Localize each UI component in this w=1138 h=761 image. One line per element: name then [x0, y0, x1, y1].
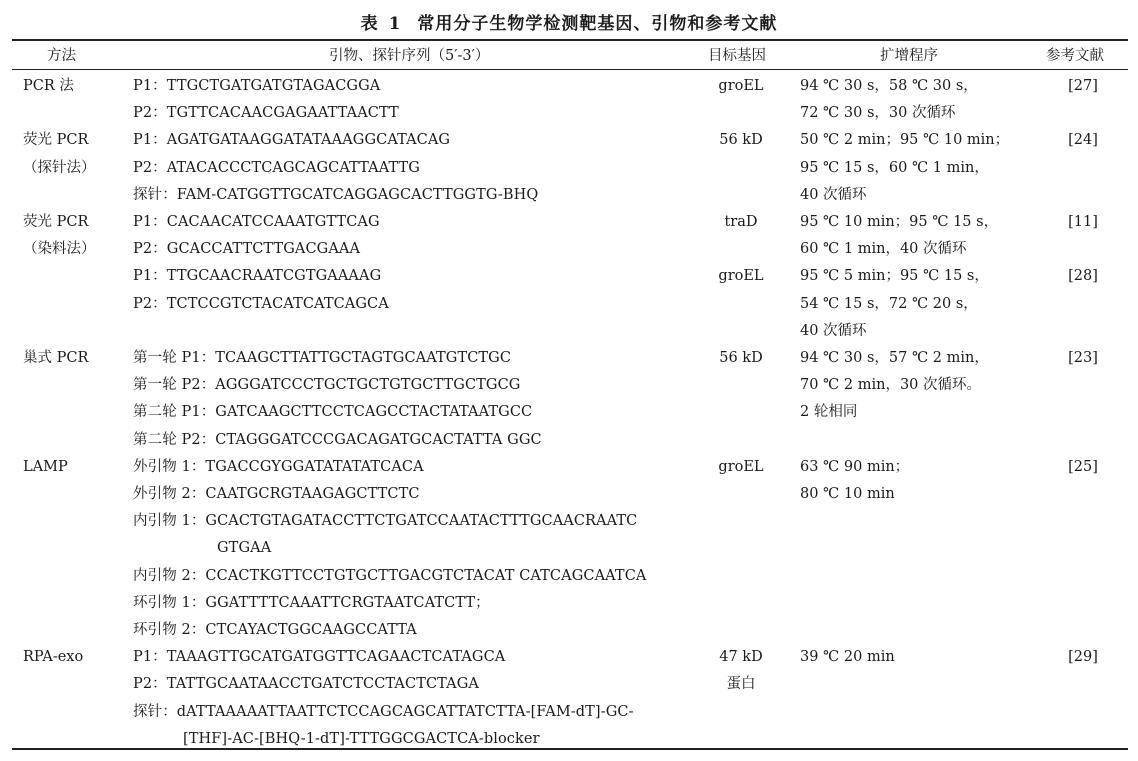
- table-row: [0, 567, 1138, 594]
- caption-number: 1: [388, 14, 402, 34]
- table-row: [0, 730, 1138, 757]
- amplification-cell: 40 次循环: [800, 322, 867, 339]
- table-row: [0, 77, 1138, 104]
- amplification-cell: 94 ℃ 30 s，57 ℃ 2 min，: [800, 350, 989, 366]
- amplification-cell: 95 ℃ 10 min；95 ℃ 15 s，: [800, 214, 999, 230]
- gene-cell: 47 kD: [719, 649, 763, 666]
- reference-cell: [23]: [1068, 350, 1098, 366]
- reference-cell: [28]: [1068, 268, 1098, 285]
- amplification-cell: 40 次循环: [800, 186, 867, 203]
- primer-cell: P1：AGATGATAAGGATATAAAGGCATACAG: [133, 132, 451, 149]
- reference-cell: [25]: [1068, 458, 1098, 475]
- primer-cell: P1：CACAACATCCAAATGTTCAG: [133, 214, 380, 230]
- reference-cell: [27]: [1068, 78, 1098, 94]
- primer-cell: 外引物 1：TGACCGYGGATATATATCACA: [133, 458, 424, 475]
- method-cell: LAMP: [23, 458, 68, 475]
- gene-cell: 56 kD: [719, 350, 763, 366]
- table-row: [0, 186, 1138, 213]
- table-row: [0, 349, 1138, 376]
- table-row: [0, 621, 1138, 648]
- gene-cell: 蛋白: [726, 676, 756, 693]
- amplification-cell: 80 ℃ 10 min: [800, 486, 895, 502]
- amplification-cell: 50 ℃ 2 min；95 ℃ 10 min；: [800, 132, 1010, 149]
- gene-cell: groEL: [718, 78, 764, 94]
- primer-cell: 内引物 1：GCACTGTAGATACCTTCTGATCCAATACTTTGCAACRAATC: [133, 513, 638, 530]
- primer-cell: P1：TAAAGTTGCATGATGGTTCAGAACTCATAGCA: [133, 649, 506, 666]
- table-caption: [0, 9, 1138, 34]
- table-top-rule: [12, 39, 1128, 41]
- table-row: [0, 104, 1138, 131]
- primer-cell: P2：TATTGCAATAACCTGATCTCCTACTCTAGA: [133, 676, 479, 693]
- header-amplification: 扩增程序: [880, 48, 938, 64]
- amplification-cell: 94 ℃ 30 s，58 ℃ 30 s，: [800, 78, 978, 94]
- primer-cell: 第二轮 P2：CTAGGGATCCCGACAGATGCACTATTA GGC: [133, 431, 542, 448]
- table-row: [0, 594, 1138, 621]
- amplification-cell: 2 轮相同: [800, 404, 858, 421]
- table-row: [0, 376, 1138, 403]
- method-cell: RPA-exo: [23, 649, 84, 666]
- caption-title: 常用分子生物学检测靶基因、引物和参考文献: [417, 14, 778, 34]
- primer-cell: P2：GCACCATTCTTGACGAAA: [133, 241, 361, 258]
- primer-cell: 第一轮 P1：TCAAGCTTATTGCTAGTGCAATGTCTGC: [133, 350, 512, 366]
- primer-cell: GTGAA: [217, 540, 272, 557]
- amplification-cell: 95 ℃ 15 s，60 ℃ 1 min，: [800, 159, 989, 176]
- reference-cell: [29]: [1068, 649, 1098, 666]
- primer-cell: P2：ATACACCCTCAGCAGCATTAATTG: [133, 159, 420, 176]
- header-method: 方法: [47, 48, 76, 64]
- amplification-cell: 95 ℃ 5 min；95 ℃ 15 s，: [800, 268, 989, 285]
- primer-cell: 第一轮 P2：AGGGATCCCTGCTGCTGTGCTTGCTGCG: [133, 377, 521, 394]
- primer-cell: 外引物 2：CAATGCRGTAAGAGCTTCTC: [133, 486, 420, 502]
- header-ref: 参考文献: [1046, 48, 1104, 64]
- table-row: [0, 131, 1138, 158]
- method-cell: 荧光 PCR: [23, 214, 89, 230]
- amplification-cell: 70 ℃ 2 min，30 次循环。: [800, 377, 982, 394]
- primer-cell: [THF]-AC-[BHQ-1-dT]-TTTGGCGACTCA-blocker: [183, 730, 540, 747]
- header-primers: 引物、探针序列（5′-3′）: [329, 48, 490, 64]
- caption-label: 表: [360, 14, 379, 34]
- reference-cell: [24]: [1068, 132, 1098, 149]
- primer-cell: 探针：FAM-CATGGTTGCATCAGGAGCACTTGGTG-BHQ: [133, 186, 539, 203]
- table-row: [0, 213, 1138, 240]
- table-row: [0, 295, 1138, 322]
- gene-cell: groEL: [718, 458, 764, 475]
- method-cell: PCR 法: [23, 78, 74, 94]
- method-cell: （染料法）: [23, 241, 96, 258]
- table-row: [0, 648, 1138, 675]
- gene-cell: groEL: [718, 268, 764, 285]
- primer-cell: 第二轮 P1：GATCAAGCTTCCTCAGCCTACTATAATGCC: [133, 404, 533, 421]
- header-gene: 目标基因: [708, 48, 766, 64]
- table-row: [0, 159, 1138, 186]
- table-header-rule: [12, 69, 1128, 70]
- method-cell: （探针法）: [23, 159, 96, 176]
- primer-cell: P2：TGTTCACAACGAGAATTAACTT: [133, 105, 399, 122]
- primer-cell: P1：TTGCTGATGATGTAGACGGA: [133, 78, 381, 94]
- table-row: [0, 675, 1138, 702]
- table-row: [0, 458, 1138, 485]
- method-cell: 荧光 PCR: [23, 132, 89, 149]
- amplification-cell: 60 ℃ 1 min，40 次循环: [800, 241, 967, 258]
- gene-cell: traD: [724, 214, 758, 230]
- primer-cell: 内引物 2：CCACTKGTTCCTGTGCTTGACGTCTACAT CATCAGCAATCA: [133, 567, 647, 584]
- primer-cell: P1：TTGCAACRAATCGTGAAAAG: [133, 268, 382, 285]
- primer-cell: 环引物 2：CTCAYACTGGCAAGCCATTA: [133, 622, 417, 638]
- amplification-cell: 72 ℃ 30 s，30 次循环: [800, 105, 956, 122]
- table-row: [0, 539, 1138, 566]
- table-row: [0, 512, 1138, 539]
- table-row: [0, 431, 1138, 458]
- table-row: [0, 240, 1138, 267]
- table-row: [0, 703, 1138, 730]
- reference-cell: [11]: [1068, 214, 1098, 230]
- table-row: [0, 485, 1138, 512]
- table-row: [0, 322, 1138, 349]
- table-row: [0, 267, 1138, 294]
- primer-cell: P2：TCTCCGTCTACATCATCAGCA: [133, 295, 389, 312]
- table-row: [0, 403, 1138, 430]
- primer-cell: 环引物 1：GGATTTTCAAATTCRGTAATCATCTT；: [133, 594, 490, 611]
- method-cell: 巢式 PCR: [23, 350, 89, 366]
- primer-cell: 探针：dATTAAAAATTAATTCTCCAGCAGCATTATCTTA-[FAM-dT]-GC-: [133, 703, 634, 720]
- gene-cell: 56 kD: [719, 132, 763, 149]
- amplification-cell: 54 ℃ 15 s，72 ℃ 20 s，: [800, 295, 978, 312]
- amplification-cell: 39 ℃ 20 min: [800, 649, 895, 666]
- amplification-cell: 63 ℃ 90 min；: [800, 458, 910, 475]
